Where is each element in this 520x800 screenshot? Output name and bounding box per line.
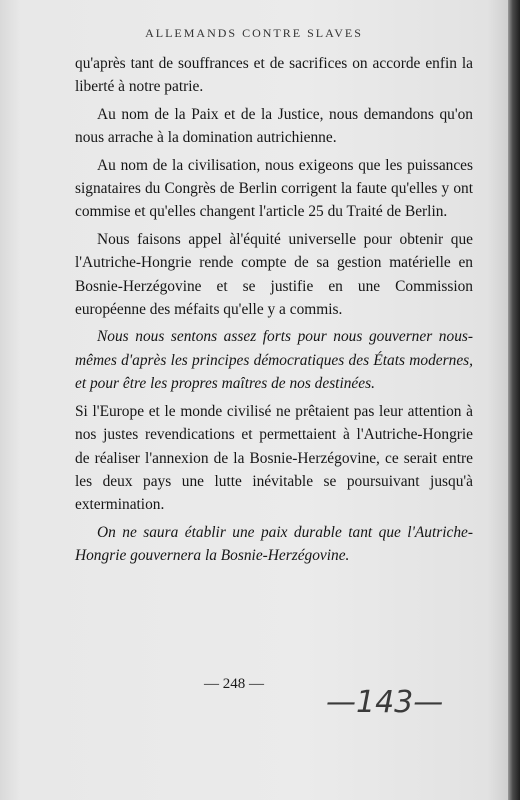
body-text [75, 52, 473, 572]
paragraph-3: Au nom de la civilisation, nous exigeons que les puissances signataires du Congrès de Berlin corrigent la faute qu'elles y ont commise et qu'elles changent l'article 25 du Traité de Berlin. [75, 156, 473, 221]
paragraph-7-italic: On ne saura établir une paix durable tant que l'Autriche-Hongrie gouvernera la Bosnie-Herzégovine. [75, 523, 473, 565]
paragraph-5-italic: Nous nous sentons assez forts pour nous gouverner nous-mêmes d'après les principes démocratiques des États modernes, et pour être les propres maîtres de nos destinées. [75, 328, 473, 393]
page-number-text: — 248 — [204, 676, 264, 692]
page-edge-shadow [508, 0, 520, 800]
handwritten-number: —143— [326, 685, 444, 720]
paragraph-4: Nous faisons appel àl'équité universelle pour obtenir que l'Autriche-Hongrie rende compte de sa gestion matérielle en Bosnie-Herzégovine et se justifie en une Commission européenne des méfaits qu'elle y a commis. [75, 230, 473, 319]
paragraph-2: Au nom de la Paix et de la Justice, nous demandons qu'on nous arrache à la domination autrichienne. [75, 105, 473, 147]
paragraph-1: qu'après tant de souffrances et de sacrifices on accorde enfin la liberté à notre patrie. [75, 55, 473, 96]
running-head: ALLEMANDS CONTRE SLAVES [145, 26, 363, 40]
paragraph-6: Si l'Europe et le monde civilisé ne prêtaient pas leur attention à nos justes revendications et permettaient à l'Autriche-Hongrie de réaliser l'annexion de la Bosnie-Herzégovine, ce serait entre les deux pays une lutte inévitable se poursuivant jusqu'à extermination. [75, 402, 473, 514]
handwritten-annotation [322, 676, 462, 726]
